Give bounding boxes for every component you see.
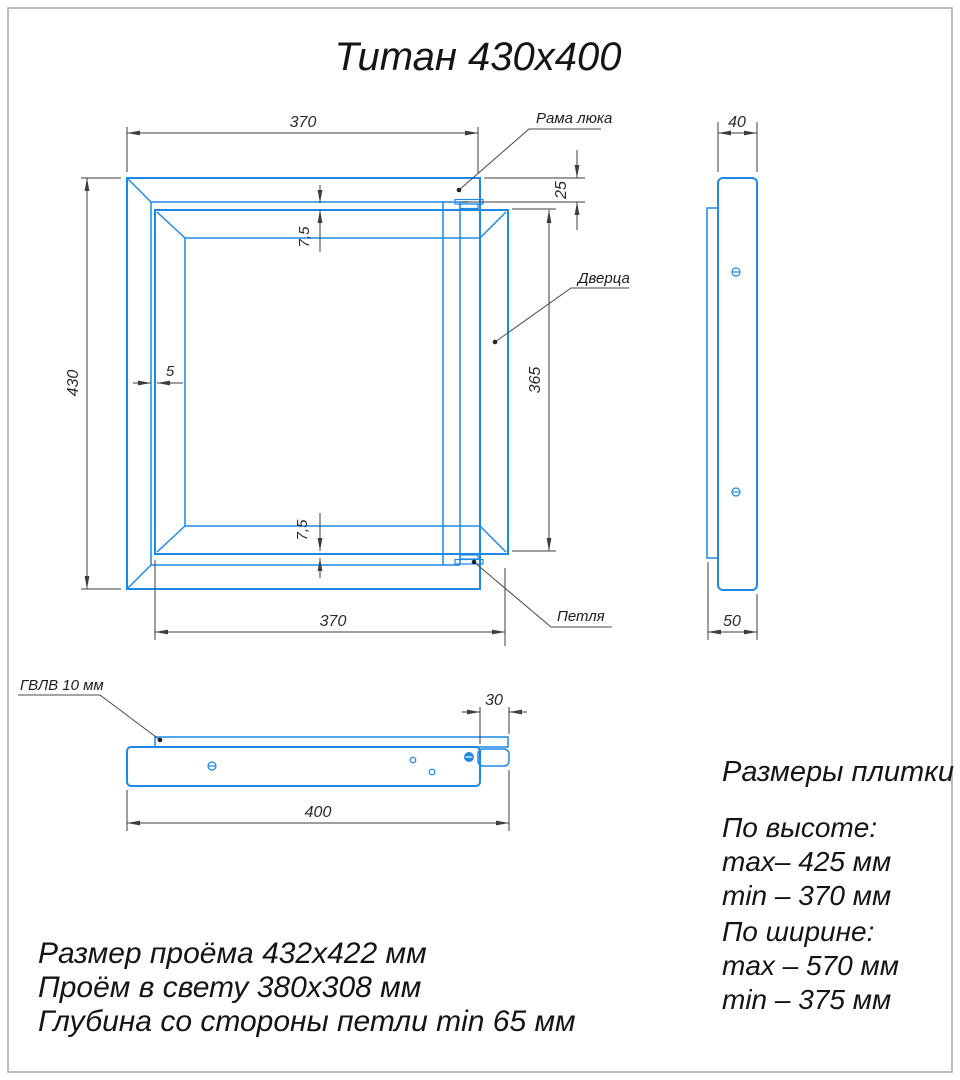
- dim-door-gap: [133, 363, 183, 383]
- leader-dot: [457, 188, 462, 193]
- label-hinge-text: Петля: [557, 608, 605, 625]
- hinge-bottom-icon: [455, 555, 483, 564]
- dim-total-depth: [708, 562, 757, 640]
- screw-icon: [732, 488, 741, 496]
- tile-sizes-heading: Размеры плитки: [722, 756, 954, 788]
- tile-sizes-block: [722, 756, 954, 1015]
- dim-top-width-value: 370: [289, 114, 317, 131]
- note-clear-opening: Проём в свету 380x308 мм: [38, 971, 422, 1004]
- dim-door-gap-value: 5: [165, 363, 175, 380]
- label-hinge: [472, 560, 612, 627]
- hole-icon: [410, 757, 416, 763]
- dim-frame-profile-value: 25: [553, 181, 570, 199]
- notes-block: [38, 937, 576, 1038]
- dim-door-depth: [718, 114, 757, 172]
- dim-top-gap: [296, 185, 320, 252]
- leader-dot: [158, 738, 163, 743]
- tile-width-min: min – 375 мм: [722, 984, 892, 1015]
- dim-height-value: 430: [65, 369, 82, 397]
- dim-door-height-value: 365: [527, 366, 544, 394]
- hinge-tab-outline: [478, 749, 509, 766]
- tile-width-label: По ширине:: [722, 916, 875, 947]
- dim-bottom-gap: [294, 513, 320, 578]
- side-view: [707, 114, 757, 640]
- note-hinge-depth: Глубина со стороны петли min 65 мм: [38, 1005, 576, 1038]
- dim-total-depth-value: 50: [723, 613, 741, 630]
- label-door: [493, 270, 630, 344]
- drawing-title: Титан 430x400: [334, 35, 622, 79]
- dim-door-depth-value: 40: [728, 114, 746, 131]
- label-gvl-board: [18, 677, 162, 742]
- dim-hinge-offset: [462, 692, 527, 744]
- dim-top-width: [127, 114, 478, 174]
- side-frame-plate: [707, 208, 718, 558]
- tile-width-max: max – 570 мм: [722, 950, 899, 981]
- label-gvl-board-text: ГВЛВ 10 мм: [20, 677, 104, 694]
- dim-bottom-gap-value: 7,5: [294, 519, 311, 541]
- label-door-text: Дверца: [578, 270, 630, 287]
- dim-top-gap-value: 7,5: [296, 226, 313, 248]
- gvl-board-outline: [155, 737, 508, 747]
- dim-bottom-width: [155, 560, 505, 646]
- tile-height-min: min – 370 мм: [722, 880, 892, 911]
- leader-dot: [493, 340, 498, 345]
- front-view: [65, 110, 630, 646]
- hinge-top-icon: [455, 200, 483, 209]
- leader-dot: [472, 560, 477, 565]
- bottom-view: [18, 677, 527, 831]
- tile-height-label: По высоте:: [722, 812, 878, 843]
- door-outline: [155, 210, 508, 554]
- dim-bottom-width-value: 370: [319, 613, 347, 630]
- label-frame-text: Рама люка: [536, 110, 613, 127]
- dim-hinge-offset-value: 30: [485, 692, 503, 709]
- dim-height: [65, 178, 121, 589]
- note-opening-size: Размер проёма 432x422 мм: [38, 937, 427, 970]
- tile-height-max: max– 425 мм: [722, 846, 892, 877]
- screw-icon: [732, 268, 741, 276]
- side-door-profile: [718, 178, 757, 590]
- hole-icon: [429, 769, 435, 775]
- dim-door-height: [512, 209, 556, 551]
- screw-icon: [208, 762, 216, 770]
- bottom-profile-outline: [127, 747, 480, 786]
- dim-total-length-value: 400: [304, 804, 332, 821]
- dim-total-length: [127, 770, 509, 831]
- screw-head-icon: [464, 752, 474, 762]
